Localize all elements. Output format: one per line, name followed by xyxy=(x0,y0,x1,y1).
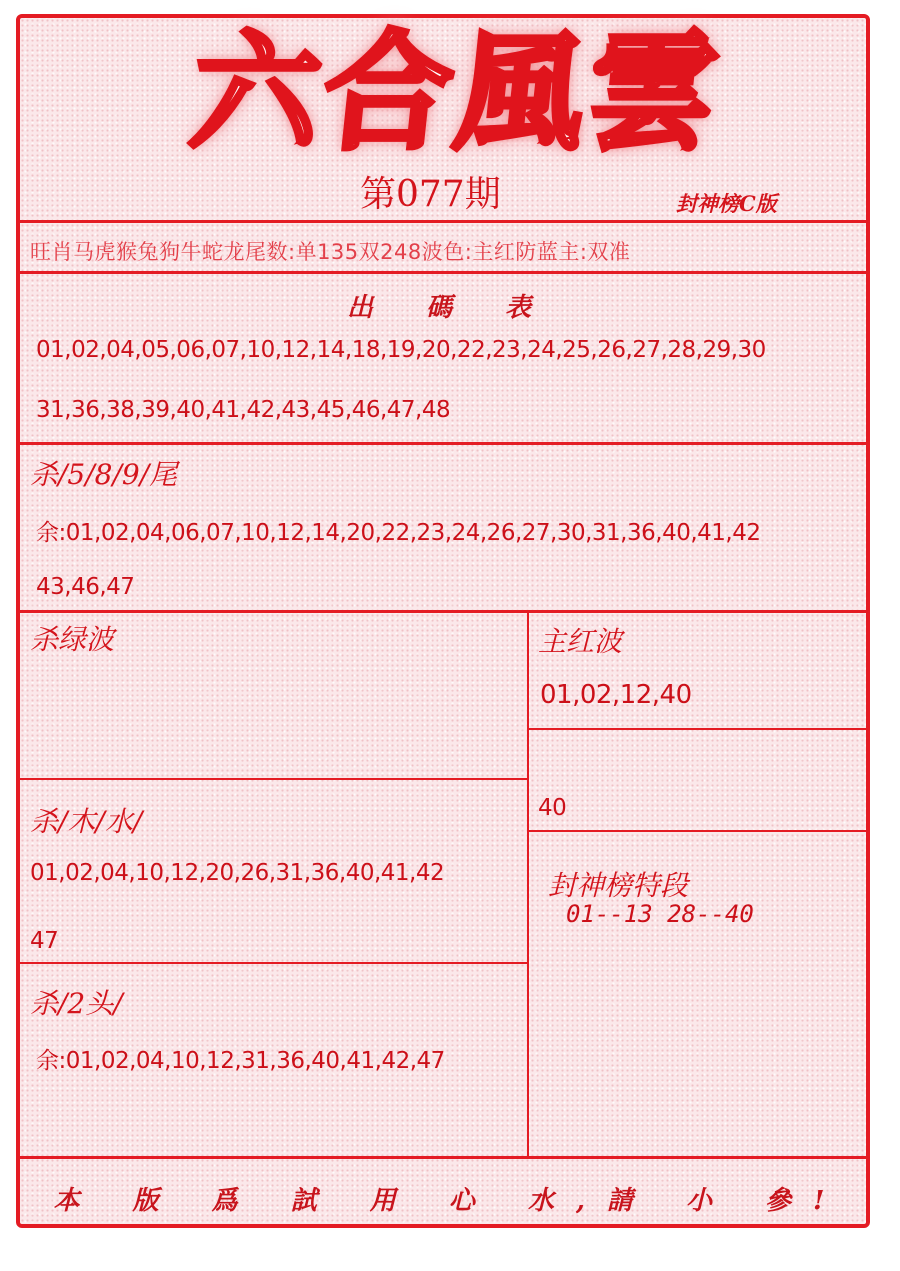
divider-tails xyxy=(20,610,866,613)
issue-number: 第077期 xyxy=(360,174,501,215)
kill-tails-line-2: 43,46,47 xyxy=(36,574,135,600)
divider-footer xyxy=(20,1156,866,1159)
kill-heads-label: 杀/2头/ xyxy=(30,987,123,1020)
kill-elements-label: 杀/木/水/ xyxy=(30,805,143,838)
divider-header xyxy=(20,220,866,223)
special-range-values: 01--13 28--40 xyxy=(566,900,754,928)
chart-table-heading: 出 碼 表 xyxy=(346,293,554,323)
summary-line: 旺肖马虎猴兔狗牛蛇龙尾数:单135双248波色:主红防蓝主:双准 xyxy=(30,240,631,264)
chart-table-line-1: 01,02,04,05,06,07,10,12,14,18,19,20,22,23,24,25,26,27,28,29,30 xyxy=(36,337,766,363)
divider-left-2 xyxy=(20,962,528,964)
footer-note: 本 版 爲 試 用 心 水,請 小 參! xyxy=(53,1186,847,1216)
divider-right-2 xyxy=(529,830,866,832)
page-title: 六合風雲 xyxy=(184,18,729,168)
kill-elements-line-1: 01,02,04,10,12,20,26,31,36,40,41,42 xyxy=(30,860,445,886)
kill-heads-values: 余:01,02,04,10,12,31,36,40,41,42,47 xyxy=(36,1048,445,1074)
kill-tails-label: 杀/5/8/9/尾 xyxy=(30,458,178,491)
chart-table-line-2: 31,36,38,39,40,41,42,43,45,46,47,48 xyxy=(36,397,451,423)
special-range-label: 封神榜特段 xyxy=(548,869,689,902)
divider-right-1 xyxy=(529,728,866,730)
kill-elements-line-2: 47 xyxy=(30,928,59,954)
kill-tails-line-1: 余:01,02,04,06,07,10,12,14,20,22,23,24,26,27,30,31,36,40,41,42 xyxy=(36,520,761,546)
divider-chart xyxy=(20,442,866,445)
edition-tag: 封神榜C版 xyxy=(676,191,777,216)
divider-summary xyxy=(20,271,866,274)
main-red-label: 主红波 xyxy=(538,625,623,658)
main-red-values: 01,02,12,40 xyxy=(540,680,692,710)
kill-green-label: 杀绿波 xyxy=(30,623,115,656)
divider-left-1 xyxy=(20,778,528,780)
single-pick-value: 40 xyxy=(538,795,567,821)
column-divider xyxy=(527,612,529,1157)
